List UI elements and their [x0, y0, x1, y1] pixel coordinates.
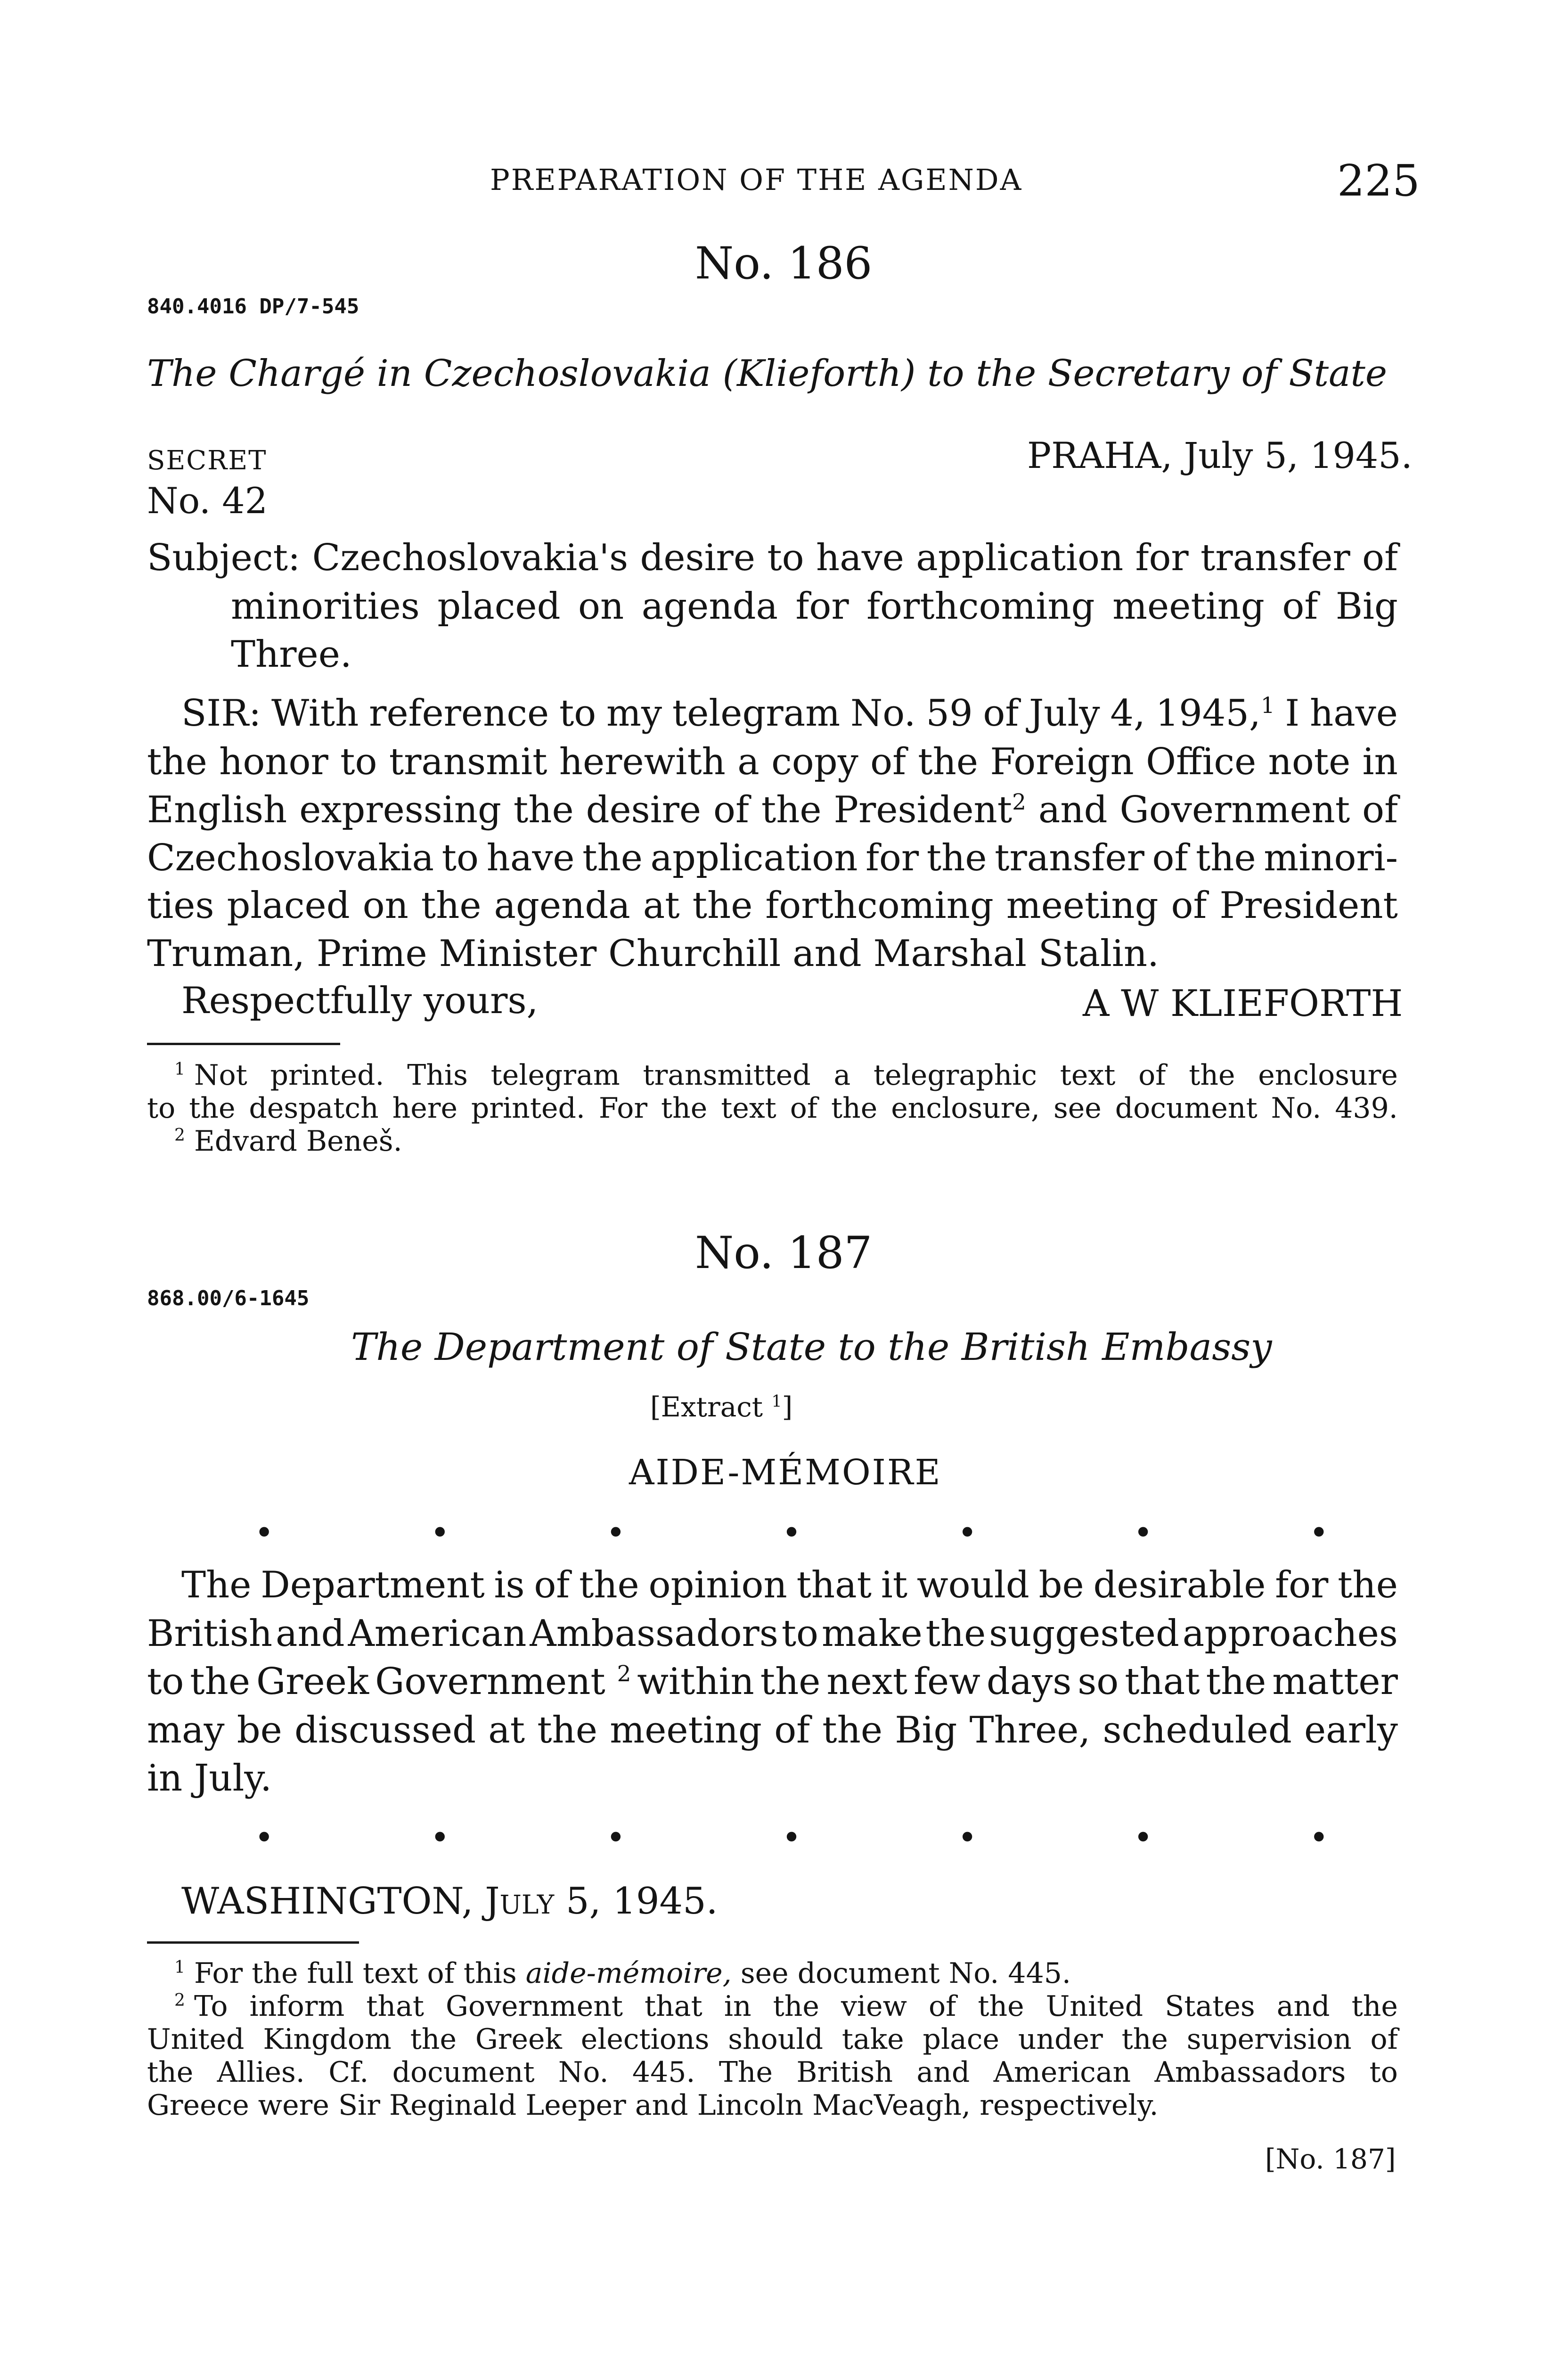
footnote-ref-2: 2	[617, 1661, 631, 1687]
subject-line-3: Three.	[231, 633, 352, 676]
ellipsis-row: • • • • • • •	[254, 1513, 1329, 1552]
memo-line-5: in July.	[147, 1757, 272, 1800]
footnote-rule	[147, 1043, 340, 1045]
subject-line-1: Subject: Czechoslovakia's desire to have application for transfer of	[147, 537, 1398, 579]
footnote-2-line-3: the Allies. Cf. document No. 445. The British and American Ambassadors to	[147, 2056, 1398, 2089]
footnote-marker: 2	[174, 1991, 185, 2010]
doc187-heading: The Department of State to the British Embassy	[351, 1325, 1272, 1369]
footnote-2: $^2$ Edvard Beneš.	[174, 1125, 402, 1158]
aide-memoire-label: AIDE-MÉMOIRE	[629, 1452, 942, 1493]
memo-line-4: may be discussed at the meeting of the Big Three, scheduled early	[147, 1709, 1398, 1751]
body-line-5: ties placed on the agenda at the forthcoming meeting of President	[147, 884, 1398, 927]
memo-line-3: to the Greek Government $^2$ within the next few days so that the matter	[147, 1661, 1398, 1703]
body-line-3: English expressing the desire of the President$^2$ and Government of	[147, 789, 1398, 831]
body-line-4: Czechoslovakia to have the application for the transfer of the minori-	[147, 837, 1398, 879]
body-line-6: Truman, Prime Minister Churchill and Marshal Stalin.	[147, 933, 1159, 975]
document-reference: [No. 187]	[1265, 2143, 1396, 2175]
doc186-file-number: 840.4016 DP/7-545	[147, 294, 359, 319]
footnote-ref-1: 1	[1260, 693, 1275, 719]
footnote-2-line-1: $^2$ To inform that Government that in the view of the United States and the	[174, 1990, 1398, 2023]
subject-line-2: minorities placed on agenda for forthcoming meeting of Big	[231, 585, 1398, 628]
footnote-1-line-2: to the despatch here printed. For the text of the enclosure, see document No. 439.	[147, 1092, 1398, 1125]
ellipsis-row: • • • • • • •	[254, 1818, 1329, 1857]
footnote-ref-2: 2	[1012, 790, 1026, 815]
page-number: 225	[1337, 155, 1420, 206]
memo-line-1: The Department is of the opinion that it would be desirable for the	[181, 1564, 1398, 1606]
body-line-2: the honor to transmit herewith a copy of the Foreign Office note in	[147, 741, 1398, 783]
classification-label: SECRET	[147, 445, 267, 476]
signoff-place-date: WASHINGTON, July 5, 1945.	[181, 1880, 718, 1922]
running-head: PREPARATION OF THE AGENDA	[490, 163, 1023, 197]
reference-number: No. 42	[147, 480, 268, 522]
footnote-2-line-2: United Kingdom the Greek elections should take place under the supervision of	[147, 2023, 1398, 2056]
footnote-marker: 2	[174, 1126, 185, 1145]
doc187-file-number: 868.00/6-1645	[147, 1286, 310, 1310]
place-date: PRAHA, July 5, 1945.	[1027, 434, 1413, 476]
salutation: SIR:	[181, 692, 261, 735]
footnote-1-line-1: $^1$ Not printed. This telegram transmitted a telegraphic text of the enclosure	[174, 1059, 1398, 1092]
footnote-1: $^1$ For the full text of this aide-mémoire, see document No. 445.	[174, 1957, 1071, 1990]
footnote-marker: 1	[174, 1060, 185, 1079]
doc186-number: No. 186	[695, 238, 873, 289]
footnote-marker: 1	[174, 1958, 185, 1977]
footnote-rule	[147, 1941, 359, 1944]
closing: Respectfully yours,	[181, 980, 539, 1022]
footnote-2-line-4: Greece were Sir Reginald Leeper and Lincoln MacVeagh, respectively.	[147, 2089, 1159, 2122]
extract-label: [Extract $^1$]	[650, 1391, 793, 1423]
memo-line-2: British and American Ambassadors to make the suggested approaches	[147, 1612, 1398, 1655]
doc187-number: No. 187	[695, 1227, 873, 1279]
signature: A W KLIEFORTH	[1083, 982, 1403, 1025]
body-line-1: SIR: With reference to my telegram No. 59 of July 4, 1945,$^1$ I have	[181, 692, 1398, 735]
doc186-heading: The Chargé in Czechoslovakia (Klieforth) to the Secretary of State	[147, 352, 1388, 395]
